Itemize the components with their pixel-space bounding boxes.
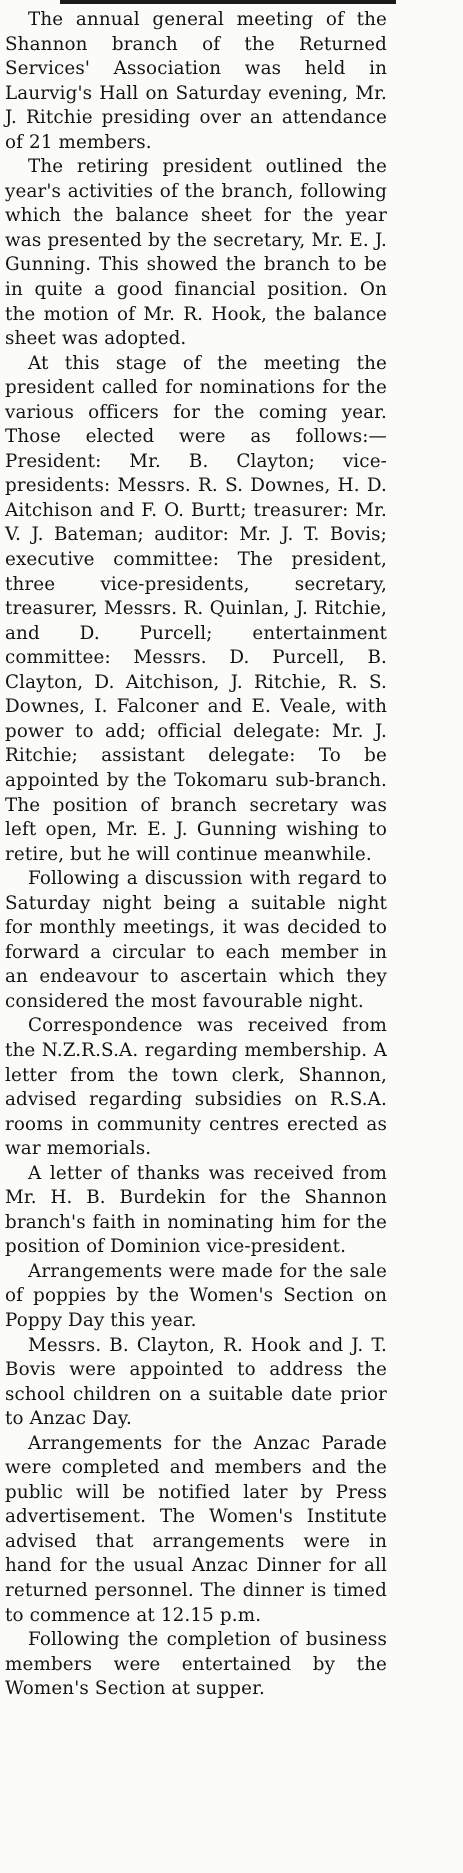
paragraph-letter-of-thanks: A letter of thanks was received from Mr. H. B. Burdekin for the Shannon branch's faith in nominating him for the position of Dominion vice-president. xyxy=(5,1162,387,1258)
paragraph-elections: At this stage of the meeting the president called for nominations for the various officers for the coming year. Those elected were as follows:—President: Mr. B. Clayton; vice-presidents: Messrs. R. S. Downes, H. D. Aitchison and F. O. Burtt; treasurer: Mr. V. J. Bateman; auditor: Mr. J. T. Bovis; executive committee: The president, three vice-presidents, secretary, treasurer, Messrs. R. Quinlan, J. Ritchie, and D. Purcell; entertainment committee: Messrs. D. Purcell, B. Clayton, D. Aitchison, J. Ritchie, R. S. Downes, I. Falconer and E. Veale, with power to add; official delegate: Mr. J. Ritchie; assistant delegate: To be appointed by the Tokomaru sub-branch. The position of branch secretary was left open, Mr. E. J. Gunning wishing to retire, but he will continue meanwhile. xyxy=(5,352,387,865)
paragraph-correspondence: Correspondence was received from the N.Z.R.S.A. regarding membership. A letter from the town clerk, Shannon, advised regarding subsidies on R.S.A. rooms in community centres erected as war memorials. xyxy=(5,1015,387,1160)
paragraph-annual-meeting: The annual general meeting of the Shannon branch of the Returned Services' Association was held in Laurvig's Hall on Saturday evening, Mr. J. Ritchie presiding over an attendance of 21 members. xyxy=(5,9,387,153)
paragraph-poppy-day: Arrangements were made for the sale of poppies by the Women's Section on Poppy Day this year. xyxy=(5,1260,387,1331)
paragraph-supper: Following the completion of business members were entertained by the Women's Section at supper. xyxy=(5,1629,387,1700)
column-top-rule xyxy=(60,0,396,4)
paragraph-balance-sheet: The retiring president outlined the year's activities of the branch, following which the balance sheet for the year was presented by the secretary, Mr. E. J. Gunning. This showed the branch to be in quite a good financial position. On the motion of Mr. R. Hook, the balance sheet was adopted. xyxy=(5,156,387,350)
paragraph-school-address: Messrs. B. Clayton, R. Hook and J. T. Bovis were appointed to address the school children on a suitable date prior to Anzac Day. xyxy=(5,1334,387,1430)
paragraph-meeting-night: Following a discussion with regard to Saturday night being a suitable night for monthly meetings, it was decided to forward a circular to each member in an endeavour to ascertain which they considered the most favourable night. xyxy=(5,868,387,1012)
paragraph-anzac-parade: Arrangements for the Anzac Parade were completed and members and the public will be notified later by Press advertisement. The Women's Institute advised that arrangements were in hand for the usual Anzac Dinner for all returned personnel. The dinner is timed to commence at 12.15 p.m. xyxy=(5,1432,387,1626)
article-body xyxy=(5,8,387,1702)
